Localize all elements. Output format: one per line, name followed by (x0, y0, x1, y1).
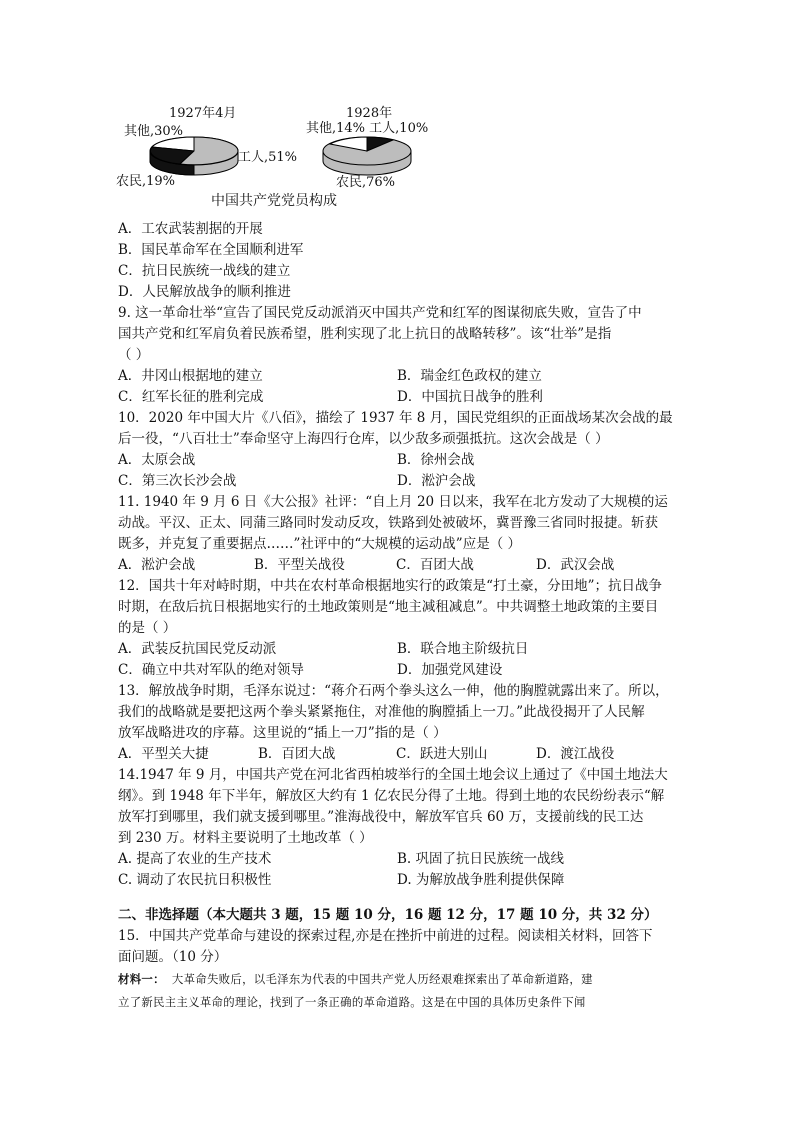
q13-option-a: A．平型关大捷 (118, 746, 209, 762)
q12-options-row-1 (118, 639, 678, 660)
pie-1928-other-worker-label: 其他,14% 工人,10% (306, 121, 429, 136)
section-2-heading: 二、非选择题（本大题共 3 题，15 题 10 分，16 题 12 分，17 题 10 分，共 32 分） (118, 907, 658, 923)
q8-option-a: A．工农武装割据的开展 (118, 221, 263, 237)
q14-stem-line-2: 纲》。到 1948 年下半年，解放区大约有 1 亿农民分得了土地。得到土地的农民纷纷表示“解 (118, 788, 665, 804)
q13-stem-line-3: 放军战略进攻的序幕。这里说的“插上一刀”指的是（ ） (118, 725, 447, 741)
q9-option-b: B．瑞金红色政权的建立 (397, 368, 542, 384)
q10-stem-line-2: 后一役，“八百壮士”奉命坚守上海四行仓库，以少敌多顽强抵抗。这次会战是（ ） (118, 431, 609, 447)
pie-1928-title: 1928年 (346, 106, 393, 121)
q10-option-a: A．太原会战 (118, 452, 196, 468)
q10-stem-line-1: 10．2020 年中国大片《八佰》，描绘了 1937 年 8 月，国民党组织的正面战场某次会战的最 (118, 410, 673, 426)
figure-caption: 中国共产党党员构成 (211, 193, 337, 209)
q9-options-row-1 (118, 366, 678, 387)
q13-stem-line-2: 我们的战略就是要把这两个拳头紧紧拖住，对准他的胸膛插上一刀。”此战役揭开了人民解 (118, 704, 645, 720)
q15-material-line-2: 立了新民主主义革命的理论，找到了一条正确的革命道路。这是在中国的具体历史条件下闻 (118, 995, 586, 1009)
q12-stem-line-3: 的是（ ） (118, 620, 177, 636)
q10-option-d: D．淞沪会战 (397, 473, 476, 489)
q14-option-c: C. 调动了农民抗日积极性 (118, 872, 272, 888)
q15-stem-line-1: 15．中国共产党革命与建设的探索过程,亦是在挫折中前进的过程。阅读相关材料，回答下 (118, 928, 653, 944)
q11-stem-line-3: 既多，并克复了重要据点……”社评中的“大规模的运动战”应是（ ） (118, 536, 521, 552)
q12-option-a: A．武装反抗国民党反动派 (118, 641, 277, 657)
q13-option-c: C．跃进大别山 (396, 746, 488, 762)
q14-stem-line-3: 放军打到哪里，我们就支援到哪里。”淮海战役中，解放军官兵 60 万，支援前线的民工达 (118, 809, 644, 825)
party-member-composition-figure (110, 100, 450, 216)
pie-1927-title: 1927年4月 (169, 106, 237, 121)
q10-option-c: C．第三次长沙会战 (118, 473, 237, 489)
q9-stem-line-2: 国共产党和红军肩负着民族希望，胜利实现了北上抗日的战略转移”。该“壮举”是指 (118, 326, 612, 342)
q12-stem-line-1: 12．国共十年对峙时期，中共在农村革命根据地实行的政策是“打土豪，分田地”；抗日战争 (118, 578, 662, 594)
q8-option-b: B．国民革命军在全国顺利进军 (118, 242, 304, 258)
q8-option-c: C．抗日民族统一战线的建立 (118, 263, 291, 279)
q11-option-c: C．百团大战 (396, 557, 474, 573)
q8-option-d: D．人民解放战争的顺利推进 (118, 284, 291, 300)
q13-option-b: B．百团大战 (258, 746, 336, 762)
q11-option-a: A．淞沪会战 (118, 557, 196, 573)
q9-stem-line-3: （ ） (118, 347, 150, 363)
q9-option-c: C．红军长征的胜利完成 (118, 389, 264, 405)
q14-option-a: A. 提高了农业的生产技术 (118, 851, 272, 867)
q15-stem-line-2: 面问题。（10 分） (118, 949, 228, 965)
pie-1928 (323, 137, 411, 175)
q14-stem-line-4: 到 230 万。材料主要说明了土地改革（ ） (118, 830, 373, 846)
q13-option-d: D．渡江战役 (536, 746, 615, 762)
pie-1927 (150, 137, 238, 175)
q14-options-row-2 (118, 870, 678, 891)
pie-1927-other-label: 其他,30% (124, 124, 184, 139)
q10-options-row-1 (118, 450, 678, 471)
pie-1928-farmer-label: 农民,76% (336, 175, 396, 190)
pie-1927-farmer-label: 农民,19% (116, 174, 176, 189)
q14-option-b: B. 巩固了抗日民族统一战线 (397, 851, 565, 867)
q11-stem-line-1: 11. 1940 年 9 月 6 日《大公报》社评：“自上月 20 日以来，我军在北方发动了大规模的运 (118, 494, 668, 510)
q14-option-d: D. 为解放战争胜利提供保障 (397, 872, 565, 888)
q9-stem-line-1: 9. 这一革命壮举“宣告了国民党反动派消灭中国共产党和红军的图谋彻底失败，宣告了中 (118, 305, 642, 321)
q10-option-b: B．徐州会战 (397, 452, 475, 468)
q9-option-a: A．井冈山根据地的建立 (118, 368, 263, 384)
q12-option-d: D．加强党风建设 (397, 662, 503, 678)
q15-material-label: 材料一： (118, 972, 165, 986)
pie-1927-worker-label: 工人,51% (238, 150, 298, 165)
q11-stem-line-2: 动战。平汉、正太、同蒲三路同时发动反攻，铁路到处被破坏，冀晋豫三省同时报捷。斩获 (118, 515, 658, 531)
q12-option-c: C．确立中共对军队的绝对领导 (118, 662, 304, 678)
q11-options-row (118, 555, 678, 576)
q12-option-b: B．联合地主阶级抗日 (397, 641, 529, 657)
q12-options-row-2 (118, 660, 678, 681)
q13-options-row (118, 744, 678, 765)
q11-option-b: B．平型关战役 (254, 557, 345, 573)
q13-stem-line-1: 13．解放战争时期，毛泽东说过：“蒋介石两个拳头这么一伸，他的胸膛就露出来了。所以， (118, 683, 669, 699)
q12-stem-line-2: 时期，在敌后抗日根据地实行的土地政策则是“地主减租减息”。中共调整土地政策的主要目 (118, 599, 659, 615)
q10-options-row-2 (118, 471, 678, 492)
q11-option-d: D．武汉会战 (536, 557, 615, 573)
q9-options-row-2 (118, 387, 678, 408)
q15-material-line-1 (118, 968, 678, 991)
q15-material-text-1: 大革命失败后，以毛泽东为代表的中国共产党人历经艰难探索出了革命新道路，建 (164, 972, 593, 986)
q14-options-row-1 (118, 849, 678, 870)
q9-option-d: D．中国抗日战争的胜利 (397, 389, 543, 405)
q14-stem-line-1: 14.1947 年 9 月，中国共产党在河北省西柏坡举行的全国土地会议上通过了《中国土地法大 (118, 767, 668, 783)
question-content (118, 219, 678, 1014)
